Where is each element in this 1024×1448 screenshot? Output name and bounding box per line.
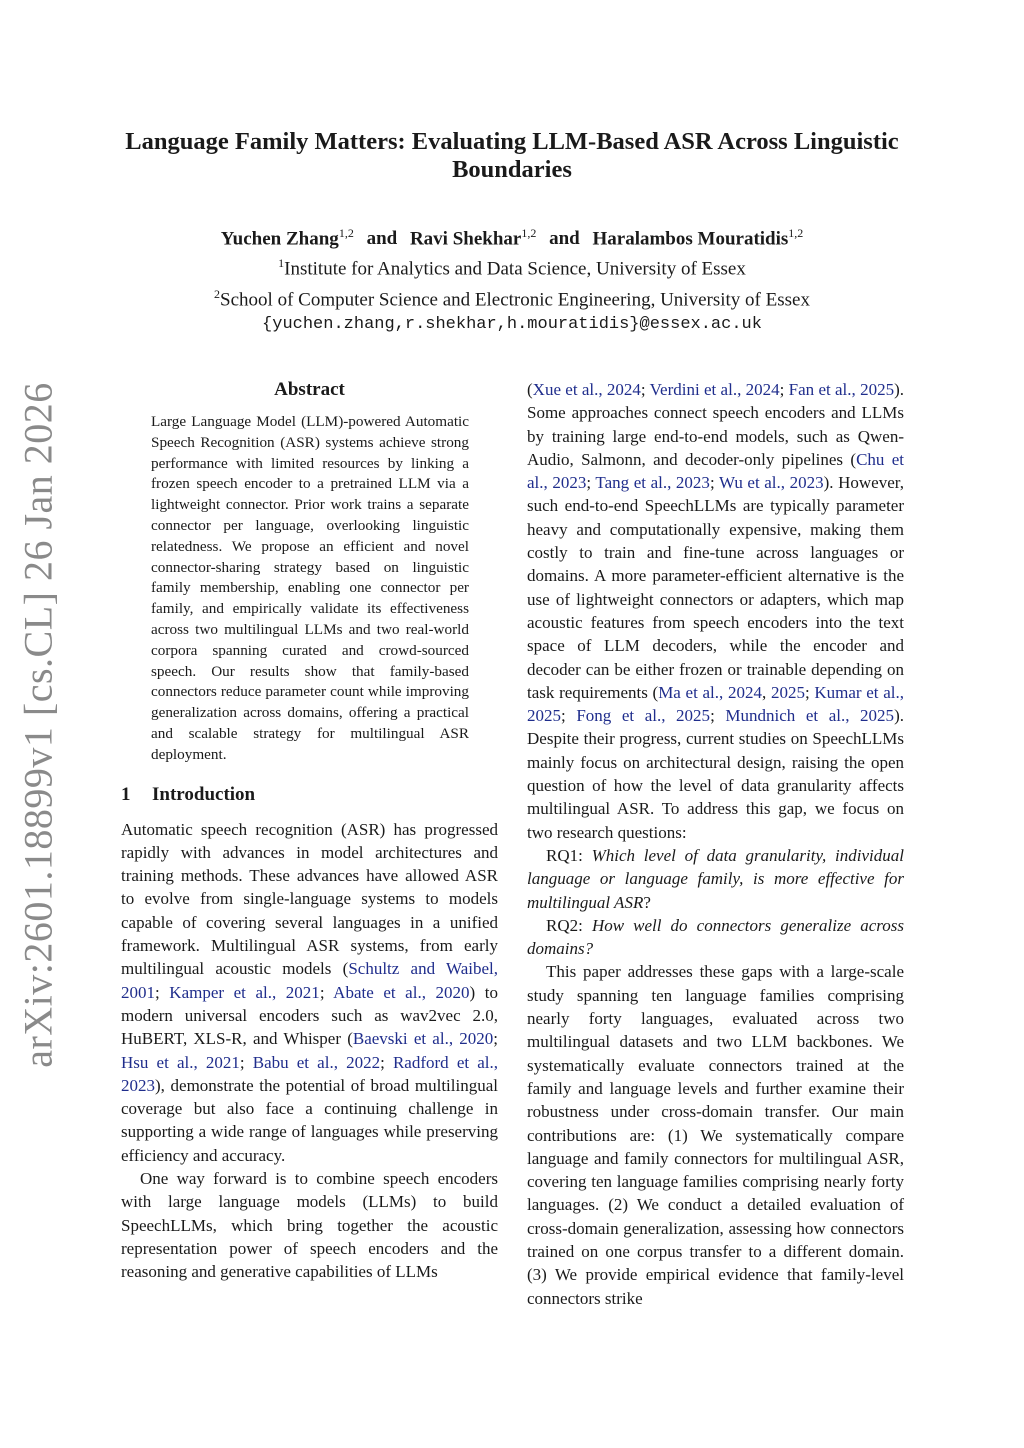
citation-link[interactable]: Abate et al., 2020 <box>333 982 470 1002</box>
affiliation-mark: 1,2 <box>521 226 537 240</box>
rq-punct: ? <box>643 892 651 912</box>
intro-paragraph-2: One way forward is to combine speech encoders with large language models (LLMs) to build SpeechLLMs, which bring together the acoustic representation power of speech encoders and the reasoning and generative capabilities of LLMs <box>121 1169 498 1282</box>
section-heading-introduction <box>121 784 498 806</box>
abstract-heading: Abstract <box>274 379 345 400</box>
affiliation-2 <box>100 282 924 312</box>
citation-link[interactable]: Xue et al., 2024 <box>532 380 641 399</box>
citation-link[interactable]: Tang et al., 2023 <box>595 473 710 493</box>
author-separator: and <box>366 228 398 250</box>
rq-text: Which level of data granularity, individual language or language family, is more effective for multilingual ASR <box>527 845 904 912</box>
abstract-text: Large Language Model (LLM)-powered Automatic Speech Recognition (ASR) systems achieve strong performance with limited resources by linking a frozen speech encoder to a pretrained LLM via a lightweight connector. Prior work trains a separate connector per language, overlooking linguistic relatedness. We propose an efficient and novel connector-sharing strategy based on linguistic family membership, enabling one connector per family, and empirically validate its effectiveness across two multilingual LLMs and two real-world corpora spanning curated and crowd-sourced speech. Our results show that family-based connectors reduce parameter count while improving generalization across domains, offering a practical and scalable strategy for multilingual ASR deployment. <box>151 413 469 763</box>
research-question-2 <box>527 914 904 961</box>
right-paragraph-1: (Xue et al., 2024; Verdini et al., 2024; Fan et al., 2025). Some approaches connect speech encoders and LLMs by training large end-to-end models, such as Qwen-Audio, Salmonn, and decoder-only pipelines (Chu et al., 2023; Tang et al., 2023; Wu et al., 2023). However, such end-to-end SpeechLLMs are typically parameter heavy and computationally expensive, making them costly to train and fine-tune across languages or domains. A more parameter-efficient alternative is the use of lightweight connectors or adapters, which map acoustic features from speech encoders into the text space of LLM decoders, while the encoder and decoder can be either frozen or trainable depending on task requirements (Ma et al., 2024, 2025; Kumar et al., 2025; Fong et al., 2025; Mundnich et al., 2025). Despite their progress, current studies on SpeechLLMs mainly focus on architectural design, raising the open question of how the level of data granularity affects multilingual ASR. To address this gap, we focus on two research questions: <box>527 380 905 842</box>
affiliation-mark: 1 <box>278 256 285 271</box>
paper-title: Language Family Matters: Evaluating LLM-Based ASR Across Linguistic Boundaries <box>125 128 899 183</box>
affiliation-text: School of Computer Science and Electronic Engineering, University of Essex <box>220 288 810 310</box>
affiliation-1 <box>100 251 924 281</box>
body-text: ). However, such end-to-end SpeechLLMs are typically parameter heavy and computationally expensive, making them costly to train and fine-tune across languages or domains. A more parameter-efficient alternative is the use of lightweight connectors or adapters, which map acoustic features from speech encoders into the text space of LLM decoders, while the encoder and decoder can be either frozen or trainable depending on task requirements ( <box>527 473 905 702</box>
citation-link[interactable]: Radford et al., 2023 <box>121 1052 498 1095</box>
citation-link[interactable]: Schultz and Waibel, 2001 <box>121 959 499 1002</box>
author-emails: {yuchen.zhang,r.shekhar,h.mouratidis}@essex.ac.uk <box>262 314 762 334</box>
citation-link[interactable]: Fan et al., 2025 <box>788 380 895 399</box>
citation-link[interactable]: 2025 <box>770 682 805 702</box>
body-text: ) to modern universal encoders such as wav2vec 2.0, HuBERT, XLS-R, and Whisper ( <box>121 982 498 1049</box>
rq-label: RQ1: <box>546 845 592 865</box>
citation-link[interactable]: Verdini et al., 2024 <box>649 380 780 399</box>
citation-link[interactable]: Fong et al., 2025 <box>576 706 711 726</box>
author-name: Ravi Shekhar <box>409 228 522 250</box>
research-question-1 <box>527 844 904 914</box>
right-column <box>527 378 904 1310</box>
citation-link[interactable]: Kumar et al., 2025 <box>527 682 904 726</box>
citation-link[interactable]: Ma et al., 2024 <box>658 682 762 702</box>
right-paragraph-3: This paper addresses these gaps with a large-scale study spanning ten language families comprising nearly forty languages, evaluated across two multilingual datasets and two LLM backbones. We systematically evaluate connectors trained at the family and language levels and further examine their robustness under cross-domain transfer. Our main contributions are: (1) We systematically compare language and family connectors for multilingual ASR, covering ten language families comprising nearly forty languages. (2) We conduct a detailed evaluation of cross-domain generalization, assessing how connectors trained on one corpus transfer to a different domain. (3) We provide empirical evidence that family-level connectors strike <box>527 962 904 1308</box>
author-block <box>100 221 924 337</box>
body-text: Automatic speech recognition (ASR) has progressed rapidly with advances in model architectures and training methods. These advances have allowed ASR to evolve from single-language systems to models capable of covering several languages in a unified framework. Multilingual ASR systems, from early multilingual acoustic models ( <box>121 819 498 979</box>
citation-link[interactable]: Babu et al., 2022 <box>252 1052 381 1072</box>
body-text: ). Despite their progress, current studies on SpeechLLMs mainly focus on architectural design, raising the open question of how the level of data granularity affects multilingual ASR. To address this gap, we focus on two research questions: <box>527 706 904 842</box>
section-title: Introduction <box>152 783 256 805</box>
affiliation-mark: 1,2 <box>338 226 354 240</box>
citation-link[interactable]: Chu et al., 2023 <box>527 449 905 493</box>
citation-link[interactable]: Wu et al., 2023 <box>718 473 824 493</box>
affiliation-text: Institute for Analytics and Data Science, University of Essex <box>284 258 746 280</box>
citation-link[interactable]: Hsu et al., 2021 <box>121 1052 240 1072</box>
citation-link[interactable]: Mundnich et al., 2025 <box>725 706 895 726</box>
affiliation-mark: 2 <box>214 286 221 301</box>
author-name: Yuchen Zhang <box>220 228 339 250</box>
intro-paragraph-1: Automatic speech recognition (ASR) has progressed rapidly with advances in model architectures and training methods. These advances have allowed ASR to evolve from single-language systems to models capable of covering several languages in a unified framework. Multilingual ASR systems, from early multilingual acoustic models (Schultz and Waibel, 2001; Kamper et al., 2021; Abate et al., 2020) to modern universal encoders such as wav2vec 2.0, HuBERT, XLS-R, and Whisper (Baevski et al., 2020; Hsu et al., 2021; Babu et al., 2022; Radford et al., 2023), demonstrate the potential of broad multilingual coverage but also face a continuing challenge in supporting a wide range of languages while preserving efficiency and accuracy. <box>121 819 499 1165</box>
body-text: . Some approaches connect speech encoders and LLMs by training large end-to-end models, such as Qwen-Audio, Salmonn, and decoder-only pipelines ( <box>527 380 905 469</box>
body-text: ), demonstrate the potential of broad multilingual coverage but also face a continuing challenge in supporting a wide range of languages while preserving efficiency and accuracy. <box>121 1075 498 1165</box>
rq-label: RQ2: <box>546 915 592 935</box>
author-separator: and <box>549 228 580 250</box>
author-name: Haralambos Mouratidis <box>592 228 789 250</box>
arxiv-sidebar <box>8 382 68 1068</box>
arxiv-identifier: arXiv:2601.18899v1 [cs.CL] 26 Jan 2026 <box>15 382 61 1068</box>
citation-link[interactable]: Kamper et al., 2021 <box>169 982 320 1002</box>
section-number: 1 <box>121 783 131 805</box>
left-column <box>121 378 498 1283</box>
affiliation-mark: 1,2 <box>788 226 804 240</box>
citation-link[interactable]: Baevski et al., 2020 <box>352 1029 494 1049</box>
rq-text: How well do connectors generalize across domains? <box>527 915 904 959</box>
author-names <box>100 221 924 251</box>
